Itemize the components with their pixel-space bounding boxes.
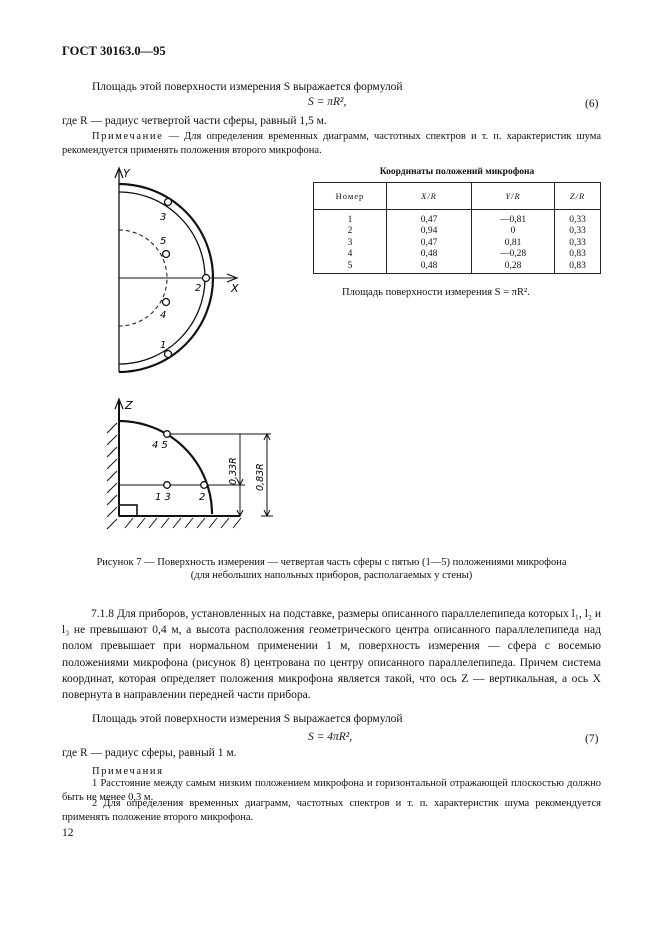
table-header-row [314, 183, 601, 210]
paragraph-7-1-8: 7.1.8 Для приборов, установленных на подставке, размеры описанного параллелепипеда которых l₁, l₂ и l₃ не превышают 0,4 м, а высота расположения геометрического центра описанного параллелепипеда над полом превышает при нормальном применении 1 м, поверхность измерения — сфера с восемью положениями микрофона (рисунок 8) центрована по центру описанного параллелепипеда. Причем система координат, которая определяет положения микрофона является такой, что ось Z — вертикальная, а ось X повернута в направлении передней части прибора. [62, 608, 601, 702]
table-cell: 0,47 [387, 210, 472, 227]
dimension-083r: 0,83R [255, 463, 266, 491]
paragraph-sphere-radius: где R — радиус сферы, равный 1 м. [62, 747, 237, 759]
point-label-1-3: 1 3 [155, 492, 171, 503]
table-cell: 5 [314, 261, 387, 274]
table-cell: 0,28 [472, 261, 555, 274]
table-cell: 3 [314, 238, 387, 249]
note-1-text: — Для определения временных диаграмм, частотных спектров и т. п. характеристик шума рекомендуется применять положения второго микрофона. [62, 131, 601, 156]
table-row [314, 210, 601, 227]
point-label-4-5: 4 5 [152, 440, 168, 451]
table-header-cell: X/R [387, 183, 472, 210]
paragraph-radius-def: где R — радиус четвертой части сферы, равный 1,5 м. [62, 115, 327, 127]
figure-caption [62, 556, 601, 582]
paragraph-area-intro: Площадь этой поверхности измерения S выражается формулой [92, 81, 403, 93]
point-label-4: 4 [160, 310, 167, 321]
table-cell: 0,33 [555, 226, 601, 237]
axis-z-label: Z [125, 399, 133, 412]
table-cell: 0,94 [387, 226, 472, 237]
document-header: ГОСТ 30163.0—95 [62, 44, 166, 58]
table-cell: 0,47 [387, 238, 472, 249]
note-3: 2 Для определения временных диаграмм, частотных спектров и т. п. характеристик шума рекомендуется применять положение второго микрофона. [62, 798, 601, 823]
note-1 [62, 130, 601, 157]
paragraph-area-intro-2: Площадь этой поверхности измерения S выражается формулой [92, 713, 403, 725]
equation-number-7: (7) [585, 733, 599, 745]
table-cell: 0,83 [555, 249, 601, 260]
axis-y-label: Y [123, 167, 130, 180]
table-cell: 0,33 [555, 238, 601, 249]
table-cell: 0 [472, 226, 555, 237]
table-row [314, 238, 601, 249]
axis-x-label: X [231, 282, 239, 295]
point-label-1: 1 [160, 340, 167, 351]
table-cell: 0,83 [555, 261, 601, 274]
table-row [314, 226, 601, 237]
table-header-cell: Y/R [472, 183, 555, 210]
table-cell: 0,48 [387, 261, 472, 274]
table-header-cell: Номер [314, 183, 387, 210]
table-cell: 0,48 [387, 249, 472, 260]
notes-label: Примечания [92, 766, 164, 777]
table-cell: 2 [314, 226, 387, 237]
table-cell: —0,28 [472, 249, 555, 260]
point-label-2: 2 [195, 283, 202, 294]
table-header-cell: Z/R [555, 183, 601, 210]
table-row [314, 261, 601, 274]
table-cell: 1 [314, 210, 387, 227]
table-cell: 0,33 [555, 210, 601, 227]
figure-quarter-sphere-top-view [85, 160, 260, 390]
dimension-033r: 0,33R [228, 457, 239, 485]
table-row [314, 249, 601, 260]
coordinates-table [313, 182, 601, 274]
equation-number-6: (6) [585, 98, 599, 110]
table-title: Координаты положений микрофона [379, 167, 535, 177]
area-formula-note: Площадь поверхности измерения S = πR². [342, 287, 530, 298]
point-label-5: 5 [160, 236, 167, 247]
formula-7: S = 4πR², [308, 731, 353, 743]
table-cell: 4 [314, 249, 387, 260]
table-cell: —0,81 [472, 210, 555, 227]
caption-line-2: (для небольших напольных приборов, располагаемых у стены) [190, 570, 473, 581]
caption-line-1: Рисунок 7 — Поверхность измерения — четвертая часть сферы с пятью (1—5) положениями микрофона [96, 557, 567, 568]
formula-6: S = πR², [308, 96, 347, 108]
note-2: 1 Расстояние между самым низким положением микрофона и горизонтальной отражающей плоскостью должно быть не менее 0,3 м. [62, 778, 601, 803]
point-label-2: 2 [199, 492, 206, 503]
point-label-3: 3 [160, 212, 167, 223]
page-number: 12 [62, 827, 74, 839]
table-cell: 0,81 [472, 238, 555, 249]
figure-quarter-sphere-side-view [95, 393, 280, 536]
note-1-label: Примечание [92, 131, 164, 142]
